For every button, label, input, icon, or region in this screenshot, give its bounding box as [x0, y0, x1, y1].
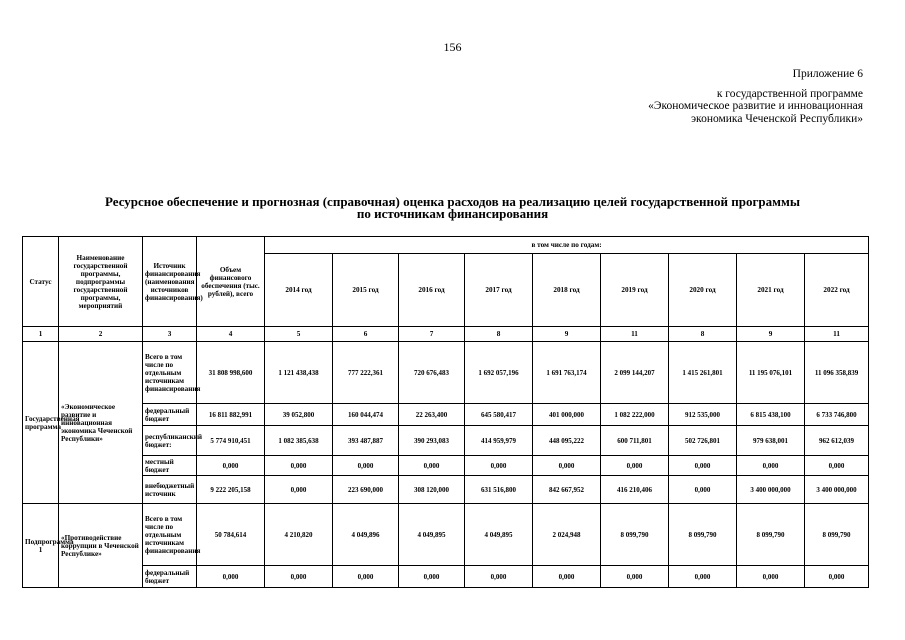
cell-year-amount: 631 516,800	[465, 476, 533, 504]
table-row	[23, 456, 869, 476]
table-row	[23, 404, 869, 426]
cell-year-amount: 2 024,948	[533, 504, 601, 566]
cell-year-amount: 414 959,979	[465, 426, 533, 456]
cell-year-amount: 502 726,801	[669, 426, 737, 456]
cell-year-amount: 39 052,800	[265, 404, 333, 426]
table-row	[23, 566, 869, 588]
cell-year-amount: 0,000	[399, 456, 465, 476]
cell-total-amount: 16 811 882,991	[197, 404, 265, 426]
financing-table	[22, 236, 869, 588]
cell-year-amount: 0,000	[805, 456, 869, 476]
cell-year-amount: 0,000	[265, 566, 333, 588]
cell-year-amount: 0,000	[533, 456, 601, 476]
cell-year-amount: 4 049,896	[333, 504, 399, 566]
cell-year-amount: 4 049,895	[399, 504, 465, 566]
row-financing-source: республиканский бюджет:	[143, 426, 197, 456]
cell-year-amount: 401 000,000	[533, 404, 601, 426]
cell-year-amount: 600 711,801	[601, 426, 669, 456]
cell-year-amount: 0,000	[805, 566, 869, 588]
cell-year-amount: 1 691 763,174	[533, 342, 601, 404]
cell-year-amount: 0,000	[533, 566, 601, 588]
cell-year-amount: 1 082 385,638	[265, 426, 333, 456]
header-year: 2019 год	[601, 254, 669, 327]
column-index: 5	[265, 327, 333, 342]
row-program-name: «Противодействие коррупции в Чеченской Республике»	[59, 504, 143, 588]
row-financing-source: Всего в том числе по отдельным источникам финансирования	[143, 504, 197, 566]
column-index: 1	[23, 327, 59, 342]
cell-year-amount: 160 044,474	[333, 404, 399, 426]
cell-year-amount: 0,000	[333, 566, 399, 588]
page-number: 156	[443, 40, 462, 54]
header-year: 2022 год	[805, 254, 869, 327]
document-title-line: Ресурсное обеспечение и прогнозная (справочная) оценка расходов на реализацию целей государственной программы	[105, 194, 800, 209]
column-index: 9	[533, 327, 601, 342]
appendix-block	[648, 68, 863, 125]
header-year: 2014 год	[265, 254, 333, 327]
row-status: Государственная программа	[23, 342, 59, 504]
column-index: 11	[805, 327, 869, 342]
cell-year-amount: 0,000	[265, 476, 333, 504]
cell-year-amount: 1 415 261,801	[669, 342, 737, 404]
cell-year-amount: 912 535,000	[669, 404, 737, 426]
cell-year-amount: 962 612,039	[805, 426, 869, 456]
cell-year-amount: 8 099,790	[601, 504, 669, 566]
cell-year-amount: 223 690,000	[333, 476, 399, 504]
header-year: 2017 год	[465, 254, 533, 327]
cell-year-amount: 0,000	[737, 566, 805, 588]
table-row	[23, 504, 869, 566]
appendix-line: экономика Чеченской Республики»	[691, 112, 863, 125]
cell-year-amount: 390 293,083	[399, 426, 465, 456]
header-year: 2016 год	[399, 254, 465, 327]
cell-year-amount: 8 099,790	[805, 504, 869, 566]
cell-year-amount: 6 733 746,800	[805, 404, 869, 426]
column-index: 8	[669, 327, 737, 342]
column-index: 11	[601, 327, 669, 342]
cell-year-amount: 0,000	[737, 456, 805, 476]
cell-year-amount: 416 210,406	[601, 476, 669, 504]
column-index: 8	[465, 327, 533, 342]
cell-year-amount: 1 121 438,438	[265, 342, 333, 404]
cell-year-amount: 8 099,790	[669, 504, 737, 566]
cell-year-amount: 1 082 222,000	[601, 404, 669, 426]
cell-total-amount: 31 808 998,600	[197, 342, 265, 404]
header-name: Наименование государственной программы, подпрограммы государственной программы, мероприятий	[59, 237, 143, 327]
cell-year-amount: 308 120,000	[399, 476, 465, 504]
column-index: 9	[737, 327, 805, 342]
cell-year-amount: 0,000	[333, 456, 399, 476]
cell-year-amount: 3 400 000,000	[737, 476, 805, 504]
table-row	[23, 342, 869, 404]
cell-year-amount: 4 210,820	[265, 504, 333, 566]
cell-total-amount: 50 784,614	[197, 504, 265, 566]
cell-year-amount: 6 815 438,100	[737, 404, 805, 426]
header-year: 2018 год	[533, 254, 601, 327]
cell-year-amount: 393 487,887	[333, 426, 399, 456]
row-financing-source: Всего в том числе по отдельным источникам финансирования	[143, 342, 197, 404]
row-financing-source: внебюджетный источник	[143, 476, 197, 504]
cell-year-amount: 720 676,483	[399, 342, 465, 404]
cell-year-amount: 842 667,952	[533, 476, 601, 504]
header-year: 2015 год	[333, 254, 399, 327]
cell-year-amount: 448 095,222	[533, 426, 601, 456]
appendix-title: Приложение 6	[792, 68, 863, 80]
cell-year-amount: 0,000	[265, 456, 333, 476]
row-status: Подпрограмма 1	[23, 504, 59, 588]
cell-year-amount: 0,000	[601, 566, 669, 588]
table-body	[23, 342, 869, 588]
cell-total-amount: 5 774 910,451	[197, 426, 265, 456]
cell-year-amount: 0,000	[669, 566, 737, 588]
cell-total-amount: 0,000	[197, 456, 265, 476]
cell-total-amount: 9 222 205,158	[197, 476, 265, 504]
row-financing-source: федеральный бюджет	[143, 404, 197, 426]
table-row	[23, 426, 869, 456]
header-total: Объем финансового обеспечения (тыс. рублей), всего	[197, 237, 265, 327]
column-index: 3	[143, 327, 197, 342]
appendix-line: к государственной программе	[716, 87, 863, 100]
cell-year-amount: 1 692 057,196	[465, 342, 533, 404]
cell-year-amount: 0,000	[465, 456, 533, 476]
column-index-row	[23, 327, 869, 342]
column-index: 2	[59, 327, 143, 342]
cell-year-amount: 979 638,001	[737, 426, 805, 456]
cell-year-amount: 0,000	[669, 456, 737, 476]
row-financing-source: федеральный бюджет	[143, 566, 197, 588]
cell-year-amount: 0,000	[399, 566, 465, 588]
header-year: 2020 год	[669, 254, 737, 327]
column-index: 6	[333, 327, 399, 342]
cell-year-amount: 4 049,895	[465, 504, 533, 566]
cell-year-amount: 2 099 144,207	[601, 342, 669, 404]
cell-year-amount: 11 096 358,839	[805, 342, 869, 404]
cell-total-amount: 0,000	[197, 566, 265, 588]
cell-year-amount: 645 580,417	[465, 404, 533, 426]
cell-year-amount: 8 099,790	[737, 504, 805, 566]
document-title	[0, 196, 905, 220]
row-financing-source: местный бюджет	[143, 456, 197, 476]
table-row	[23, 476, 869, 504]
document-title-line: по источникам финансирования	[356, 206, 549, 221]
row-program-name: «Экономическое развитие и инновационная экономика Чеченской Республики»	[59, 342, 143, 504]
appendix-line: «Экономическое развитие и инновационная	[648, 100, 863, 112]
cell-year-amount: 777 222,361	[333, 342, 399, 404]
column-index: 4	[197, 327, 265, 342]
cell-year-amount: 11 195 076,101	[737, 342, 805, 404]
cell-year-amount: 0,000	[465, 566, 533, 588]
cell-year-amount: 0,000	[669, 476, 737, 504]
header-source: Источник финансирования (наименования источников финансирования)	[143, 237, 197, 327]
cell-year-amount: 3 400 000,000	[805, 476, 869, 504]
header-status: Статус	[23, 237, 59, 327]
column-index: 7	[399, 327, 465, 342]
header-year: 2021 год	[737, 254, 805, 327]
header-by-years: в том числе по годам:	[265, 237, 869, 254]
cell-year-amount: 22 263,400	[399, 404, 465, 426]
cell-year-amount: 0,000	[601, 456, 669, 476]
